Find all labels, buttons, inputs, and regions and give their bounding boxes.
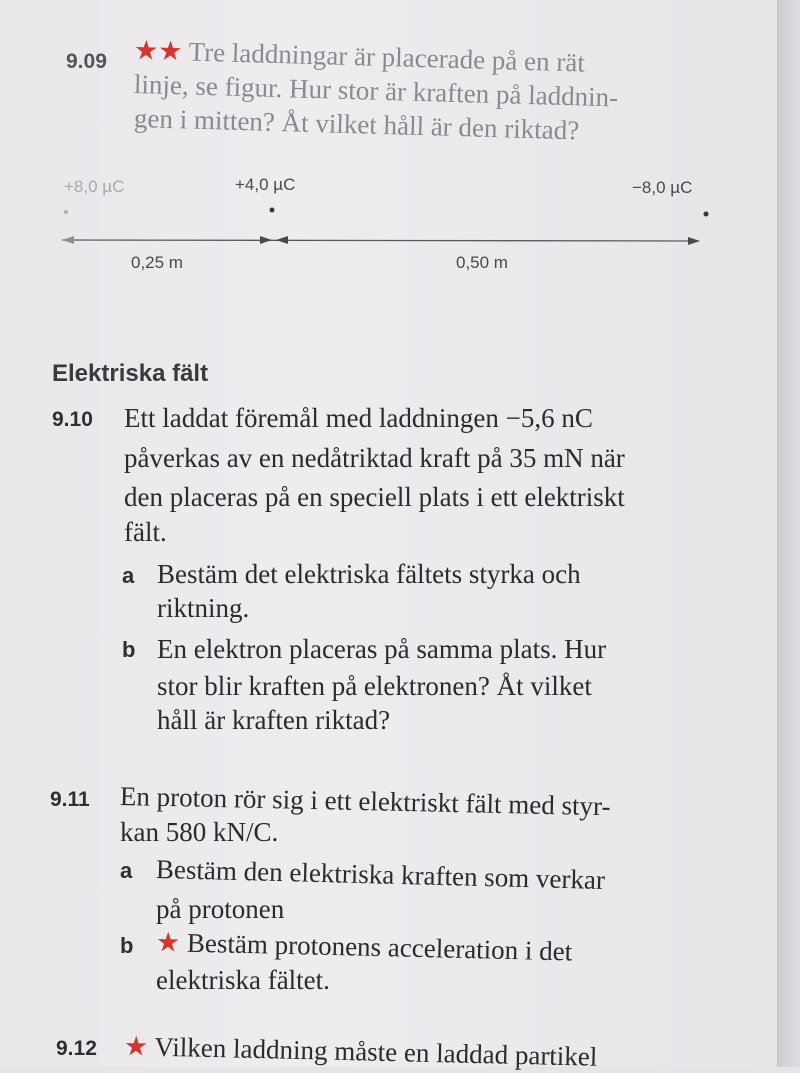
problem-9-10-line-2: påverkas av en nedåtriktad kraft på 35 mN när [124,443,625,473]
arrow-left-end [62,236,74,244]
problem-9-10-b-line-1: En elektron placeras på samma plats. Hur [157,634,607,664]
problem-9-10-line-3: den placeras på en speciell plats i ett elektriskt [124,482,625,512]
charge-label-left: +8,0 µC [64,177,125,196]
subpart-letter-a: a [122,563,135,588]
subpart-letter-b: b [122,637,136,662]
subpart-letter-b-9-11: b [120,933,134,958]
difficulty-star: ★ [155,927,181,958]
problem-number-9-11: 9.11 [50,788,90,811]
charges-figure [0,0,800,300]
section-heading: Elektriska fält [52,360,209,387]
difficulty-star-9-12: ★ [123,1031,149,1062]
problem-9-10-a-line-2: riktning. [157,593,250,623]
charge-label-right: −8,0 µC [632,178,693,197]
arrow-right-end [688,237,700,245]
distance-line [62,240,698,241]
distance-label-left: 0,25 m [131,253,183,272]
problem-9-11-b-line-1: ★ Bestäm protonens acceleration i det [155,927,573,967]
problem-9-12-line-1: ★ Vilken laddning måste en laddad partikel [123,1031,598,1072]
charge-dot-right [704,212,709,217]
problem-9-10-a-line-1: Bestäm det elektriska fältets styrka och [157,559,581,589]
charge-label-middle: +4,0 µC [235,175,296,194]
problem-9-10-line-4: fält. [124,517,167,547]
problem-9-11-a-line-1: Bestäm den elektriska kraften som verkar [155,854,606,895]
problem-number-9-10: 9.10 [52,408,93,431]
problem-9-10-line-1: Ett laddat föremål med laddningen −5,6 nC [124,403,593,433]
problem-9-11-line-1: En proton rör sig i ett elektriskt fält med styr- [119,781,611,822]
problem-9-09-line-3: gen i mitten? Åt vilket håll är den riktad? [133,103,580,146]
difficulty-stars: ★★ [133,35,183,67]
arrow-middle-left [260,236,272,244]
problem-9-09-line-2: linje, se figur. Hur stor är kraften på laddnin- [133,69,619,113]
problem-9-10-b-line-2: stor blir kraften på elektronen? Åt vilket [157,671,592,701]
problem-9-09-line-1: ★★ Tre laddningar är placerade på en rät [133,35,586,78]
problem-number-9-09: 9.09 [66,50,107,73]
problem-9-11-b-line-2: elektriska fältet. [156,965,330,995]
problem-number-9-12: 9.12 [56,1037,97,1060]
problem-9-10-b-line-3: håll är kraften riktad? [157,705,391,735]
distance-label-right: 0,50 m [456,253,508,272]
problem-9-11-a-line-2: på protonen [156,894,285,924]
problem-9-11-line-2: kan 580 kN/C. [120,817,279,847]
subpart-letter-a-9-11: a [120,858,133,883]
arrow-middle-right [276,236,288,244]
charge-dot-middle [270,208,275,213]
charge-dot-left [64,210,68,214]
